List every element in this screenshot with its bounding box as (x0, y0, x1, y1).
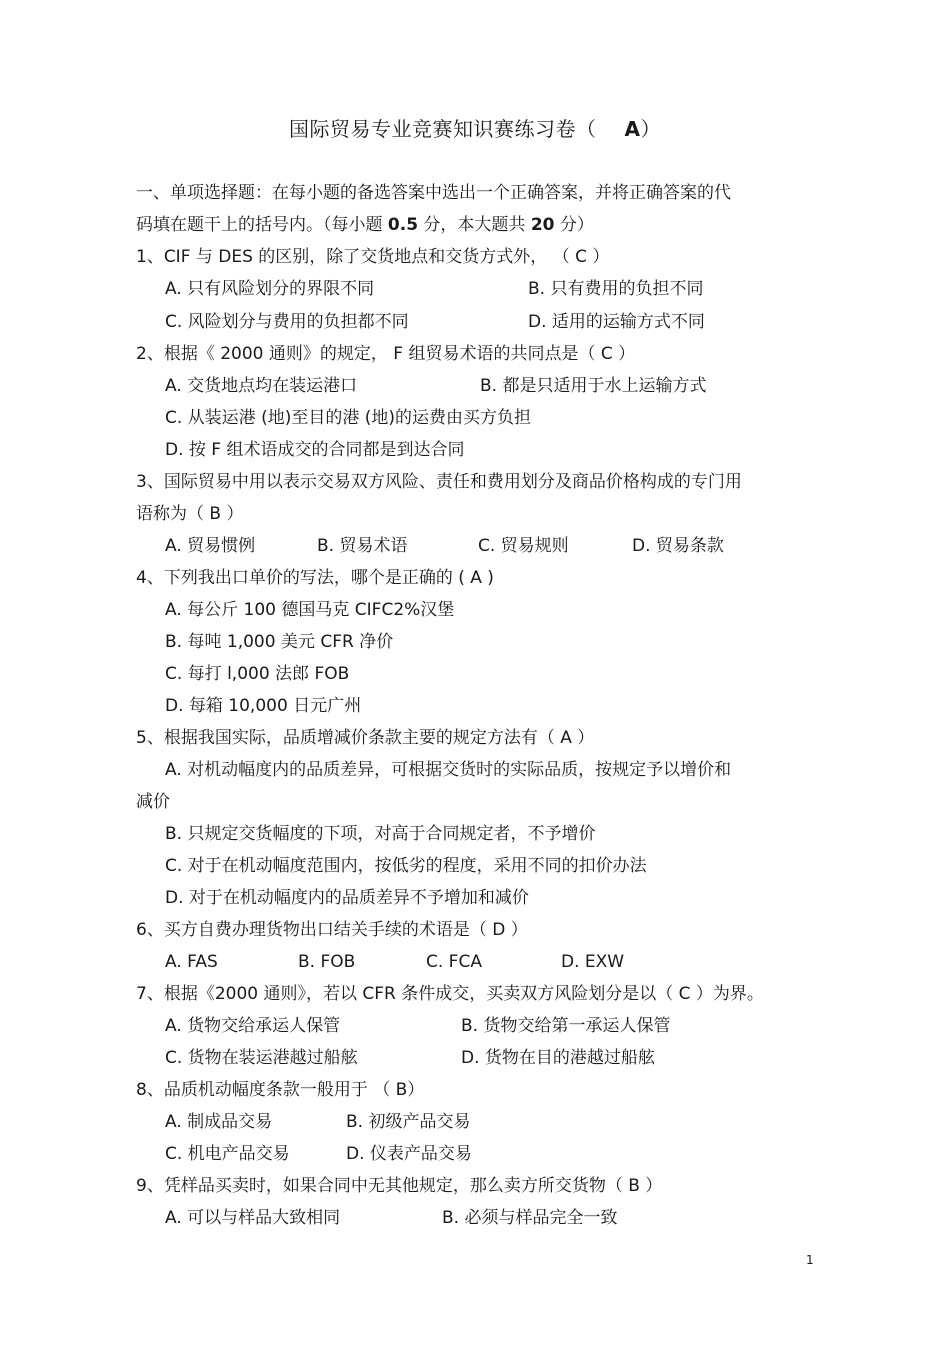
question-3-option-b: B. 贸易术语 (317, 536, 408, 556)
question-1-option-a: A. 只有风险划分的界限不同 (165, 279, 375, 299)
question-6-stem: 6、买方自费办理货物出口结关手续的术语是（ D ） (136, 920, 528, 940)
question-8-option-b: B. 初级产品交易 (346, 1112, 471, 1132)
question-7-option-d: D. 货物在目的港越过船舷 (461, 1048, 655, 1068)
question-4-option-b: B. 每吨 1,000 美元 CFR 净价 (165, 632, 394, 652)
question-6-option-a: A. FAS (165, 952, 218, 972)
question-7-option-c: C. 货物在装运港越过船舷 (165, 1048, 358, 1068)
question-2-option-d: D. 按 F 组术语成交的合同都是到达合同 (165, 440, 465, 460)
question-4-option-c: C. 每打 l,000 法郎 FOB (165, 664, 350, 684)
question-1-option-b: B. 只有费用的负担不同 (528, 279, 704, 299)
question-1-option-d: D. 适用的运输方式不同 (528, 312, 705, 332)
question-4-option-a: A. 每公斤 100 德国马克 CIFC2%汉堡 (165, 600, 455, 620)
title-text: 国际贸易专业竞赛知识赛练习卷（ (289, 117, 597, 141)
question-5-option-d: D. 对于在机动幅度内的品质差异不予增加和减价 (165, 888, 529, 908)
question-6-option-b: B. FOB (298, 952, 356, 972)
question-8-option-a: A. 制成品交易 (165, 1112, 273, 1132)
question-4-option-d: D. 每箱 10,000 日元广州 (165, 696, 362, 716)
question-1-option-c: C. 风险划分与费用的负担都不同 (165, 312, 409, 332)
question-8-stem: 8、品质机动幅度条款一般用于 （ B） (136, 1080, 425, 1100)
page-number: 1 (806, 1253, 814, 1267)
question-3-stem-line1: 3、国际贸易中用以表示交易双方风险、责任和费用划分及商品价格构成的专门用 (136, 472, 742, 492)
question-3-option-a: A. 贸易惯例 (165, 536, 256, 556)
question-8-option-c: C. 机电产品交易 (165, 1144, 290, 1164)
question-5-option-a-line1: A. 对机动幅度内的品质差异，可根据交货时的实际品质，按规定予以增价和 (165, 760, 732, 780)
question-2-option-a: A. 交货地点均在装运港口 (165, 376, 358, 396)
question-6-option-c: C. FCA (426, 952, 482, 972)
section-intro-line2: 码填在题干上的括号内。（每小题 0.5 分，本大题共 20 分） (136, 215, 594, 235)
question-5-option-b: B. 只规定交货幅度的下项，对高于合同规定者，不予增价 (165, 824, 596, 844)
title-close: ） (640, 117, 661, 141)
question-9-option-a: A. 可以与样品大致相同 (165, 1208, 341, 1228)
question-7-option-b: B. 货物交给第一承运人保管 (461, 1016, 671, 1036)
question-9-option-b: B. 必须与样品完全一致 (442, 1208, 618, 1228)
question-3-stem-line2: 语称为（ B ） (136, 504, 244, 524)
question-1-stem: 1、CIF 与 DES 的区别，除了交货地点和交货方式外， （ C ） (136, 247, 610, 267)
question-7-stem: 7、根据《2000 通则》，若以 CFR 条件成交，买卖双方风险划分是以（ C ）为界。 (136, 984, 764, 1004)
question-3-option-d: D. 贸易条款 (632, 536, 724, 556)
page-title (0, 113, 950, 142)
question-2-stem: 2、根据《 2000 通则》的规定， F 组贸易术语的共同点是（ C ） (136, 344, 636, 364)
question-5-option-c: C. 对于在机动幅度范围内，按低劣的程度，采用不同的扣价办法 (165, 856, 647, 876)
question-2-option-b: B. 都是只适用于水上运输方式 (480, 376, 707, 396)
question-3-option-c: C. 贸易规则 (478, 536, 569, 556)
question-5-option-a-line2: 减价 (136, 792, 170, 812)
question-6-option-d: D. EXW (561, 952, 625, 972)
question-5-stem: 5、根据我国实际，品质增减价条款主要的规定方法有（ A ） (136, 728, 595, 748)
question-8-option-d: D. 仪表产品交易 (346, 1144, 472, 1164)
title-answer: A (624, 117, 641, 141)
question-7-option-a: A. 货物交给承运人保管 (165, 1016, 341, 1036)
question-4-stem: 4、下列我出口单价的写法，哪个是正确的 ( A ) (136, 568, 494, 588)
question-9-stem: 9、凭样品买卖时，如果合同中无其他规定，那么卖方所交货物（ B ） (136, 1176, 663, 1196)
section-intro-line1: 一、单项选择题：在每小题的备选答案中选出一个正确答案，并将正确答案的代 (136, 183, 731, 203)
question-2-option-c: C. 从装运港 (地)至目的港 (地)的运费由买方负担 (165, 408, 532, 428)
